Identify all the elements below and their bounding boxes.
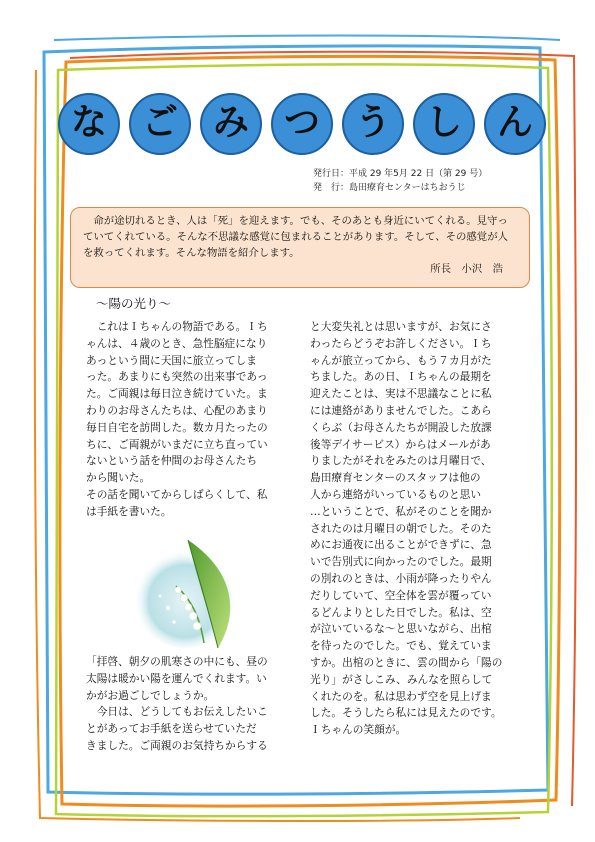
newsletter-title (58, 93, 558, 157)
story-line: 後等デイサービス）からはメールがあ (310, 437, 491, 451)
story-line: あっという間に天国に旅立ってしま (86, 353, 257, 367)
story-line: と大変失礼とは思いますが、お気にさ (310, 320, 492, 333)
story-heading: ～陽の光り～ (96, 296, 172, 311)
story-left-column-top (86, 319, 301, 521)
story-line: …ということで、私がそのことを聞か (310, 504, 492, 518)
story-line: ゃんは、４歳のとき、急性脳症になり (86, 336, 268, 350)
story-line: るどんよりとした日でした。私は、空 (310, 605, 492, 619)
story-line: ゃんが旅立ってから、もう７カ月がた (310, 353, 492, 367)
title-char-circle: み (200, 93, 262, 155)
story-line: されたのは月曜日の朝でした。そのた (310, 521, 492, 535)
lily-of-the-valley-illustration (130, 538, 260, 653)
story-line: りましたがそれをみたのは月曜日で、 (310, 454, 492, 468)
director-message-text: 命が途切れるとき、人は「死」を迎えます。でも、そのあとも身近にいてくれる。見守っていてくれている。そんな不思議な感覚に包まれることがあります。そして、その感覚が人を救ってくれます。そんな物語を紹介します。 (83, 215, 508, 259)
title-char-circle: ご (129, 93, 191, 155)
title-char-circle: し (413, 93, 475, 155)
story-left-column-bottom (86, 654, 301, 755)
story-line: った。あまりにも突然の出来事であっ (86, 370, 268, 384)
frame-line-blue-accent (54, 36, 560, 41)
story-line: を待ったのでした。でも、覚えていま (310, 639, 492, 653)
story-line: だりしていて、空全体を雲が覆ってい (310, 588, 492, 602)
story-line: くれたのを。私は思わず空を見上げま (310, 689, 492, 703)
title-char-circle: つ (271, 93, 333, 155)
story-line: きました。ご両親のお気持ちからする (86, 738, 268, 752)
story-line: た。ご両親は毎日泣き続けていた。ま (86, 387, 268, 401)
story-line: ちに、ご両親がいまだに立ち直ってい (86, 437, 268, 451)
story-line: ちました。あの日、Ｉちゃんの最期を (310, 370, 492, 384)
story-line: わりのお母さんたちは、心配のあまり (86, 403, 268, 417)
story-line: には連絡がありませんでした。こあら (310, 403, 492, 417)
story-line: めにお通夜に出ることができずに、急 (310, 538, 492, 552)
story-line: わったらどうぞお許しください。Ｉち (310, 336, 492, 350)
issue-date: 発行日：平成 29 年5月 22 日（第 29 号） (313, 169, 488, 179)
story-line: Ｉちゃんの笑顔が。 (310, 723, 407, 737)
story-line: が泣いているな～と思いながら、出棺 (310, 622, 492, 636)
story-line: すか。出棺のときに、雲の間から「陽の (310, 655, 503, 669)
story-line: ないという話を仲間のお母さんたち (86, 454, 258, 468)
story-line: 迎えたことは、実は不思議なことに私 (310, 387, 492, 401)
story-line: これはＩちゃんの物語である。Ｉち (86, 320, 268, 333)
story-line: とがあってお手紙を送らせていただ (86, 722, 257, 736)
story-line: 「拝啓、朝夕の肌寒さの中にも、昼の (86, 655, 268, 668)
story-line: 光り」がさしこみ、みんなを照らして (310, 672, 493, 686)
story-line: くらぶ（お母さんたちが開設した放課 (310, 420, 492, 434)
story-right-column (310, 319, 525, 739)
director-message-box (70, 207, 530, 288)
story-line: その話を聞いてからしばらくして、私 (86, 487, 268, 501)
director-signature: 所長 小沢 浩 (430, 263, 503, 275)
story-line: 人から連絡がいっているものと思い (310, 487, 482, 501)
story-line: した。そうしたら私には見えたのです。 (310, 706, 502, 720)
story-line: 島田療育センターのスタッフは他の (310, 471, 481, 485)
story-line: いで告別式に向かったのでした。最期 (310, 555, 492, 569)
issue-publisher: 発 行：島田療育センターはちおうじ (313, 183, 466, 193)
story-line: の別れのときは、小雨が降ったりやん (310, 571, 492, 585)
story-line: は手紙を書いた。 (86, 504, 172, 518)
story-line: 毎日自宅を訪問した。数カ月たったの (86, 420, 268, 434)
title-char-circle: ん (484, 93, 546, 155)
story-line: 今日は、どうしてもお伝えしたいこ (86, 705, 268, 719)
story-line: かがお過ごしでしょうか。 (86, 688, 215, 702)
title-char-circle: な (58, 93, 120, 155)
story-line: 太陽は暖かい陽を運んでくれます。い (86, 671, 267, 685)
title-char-circle: う (342, 93, 404, 155)
story-line: から聞いた。 (86, 471, 151, 485)
